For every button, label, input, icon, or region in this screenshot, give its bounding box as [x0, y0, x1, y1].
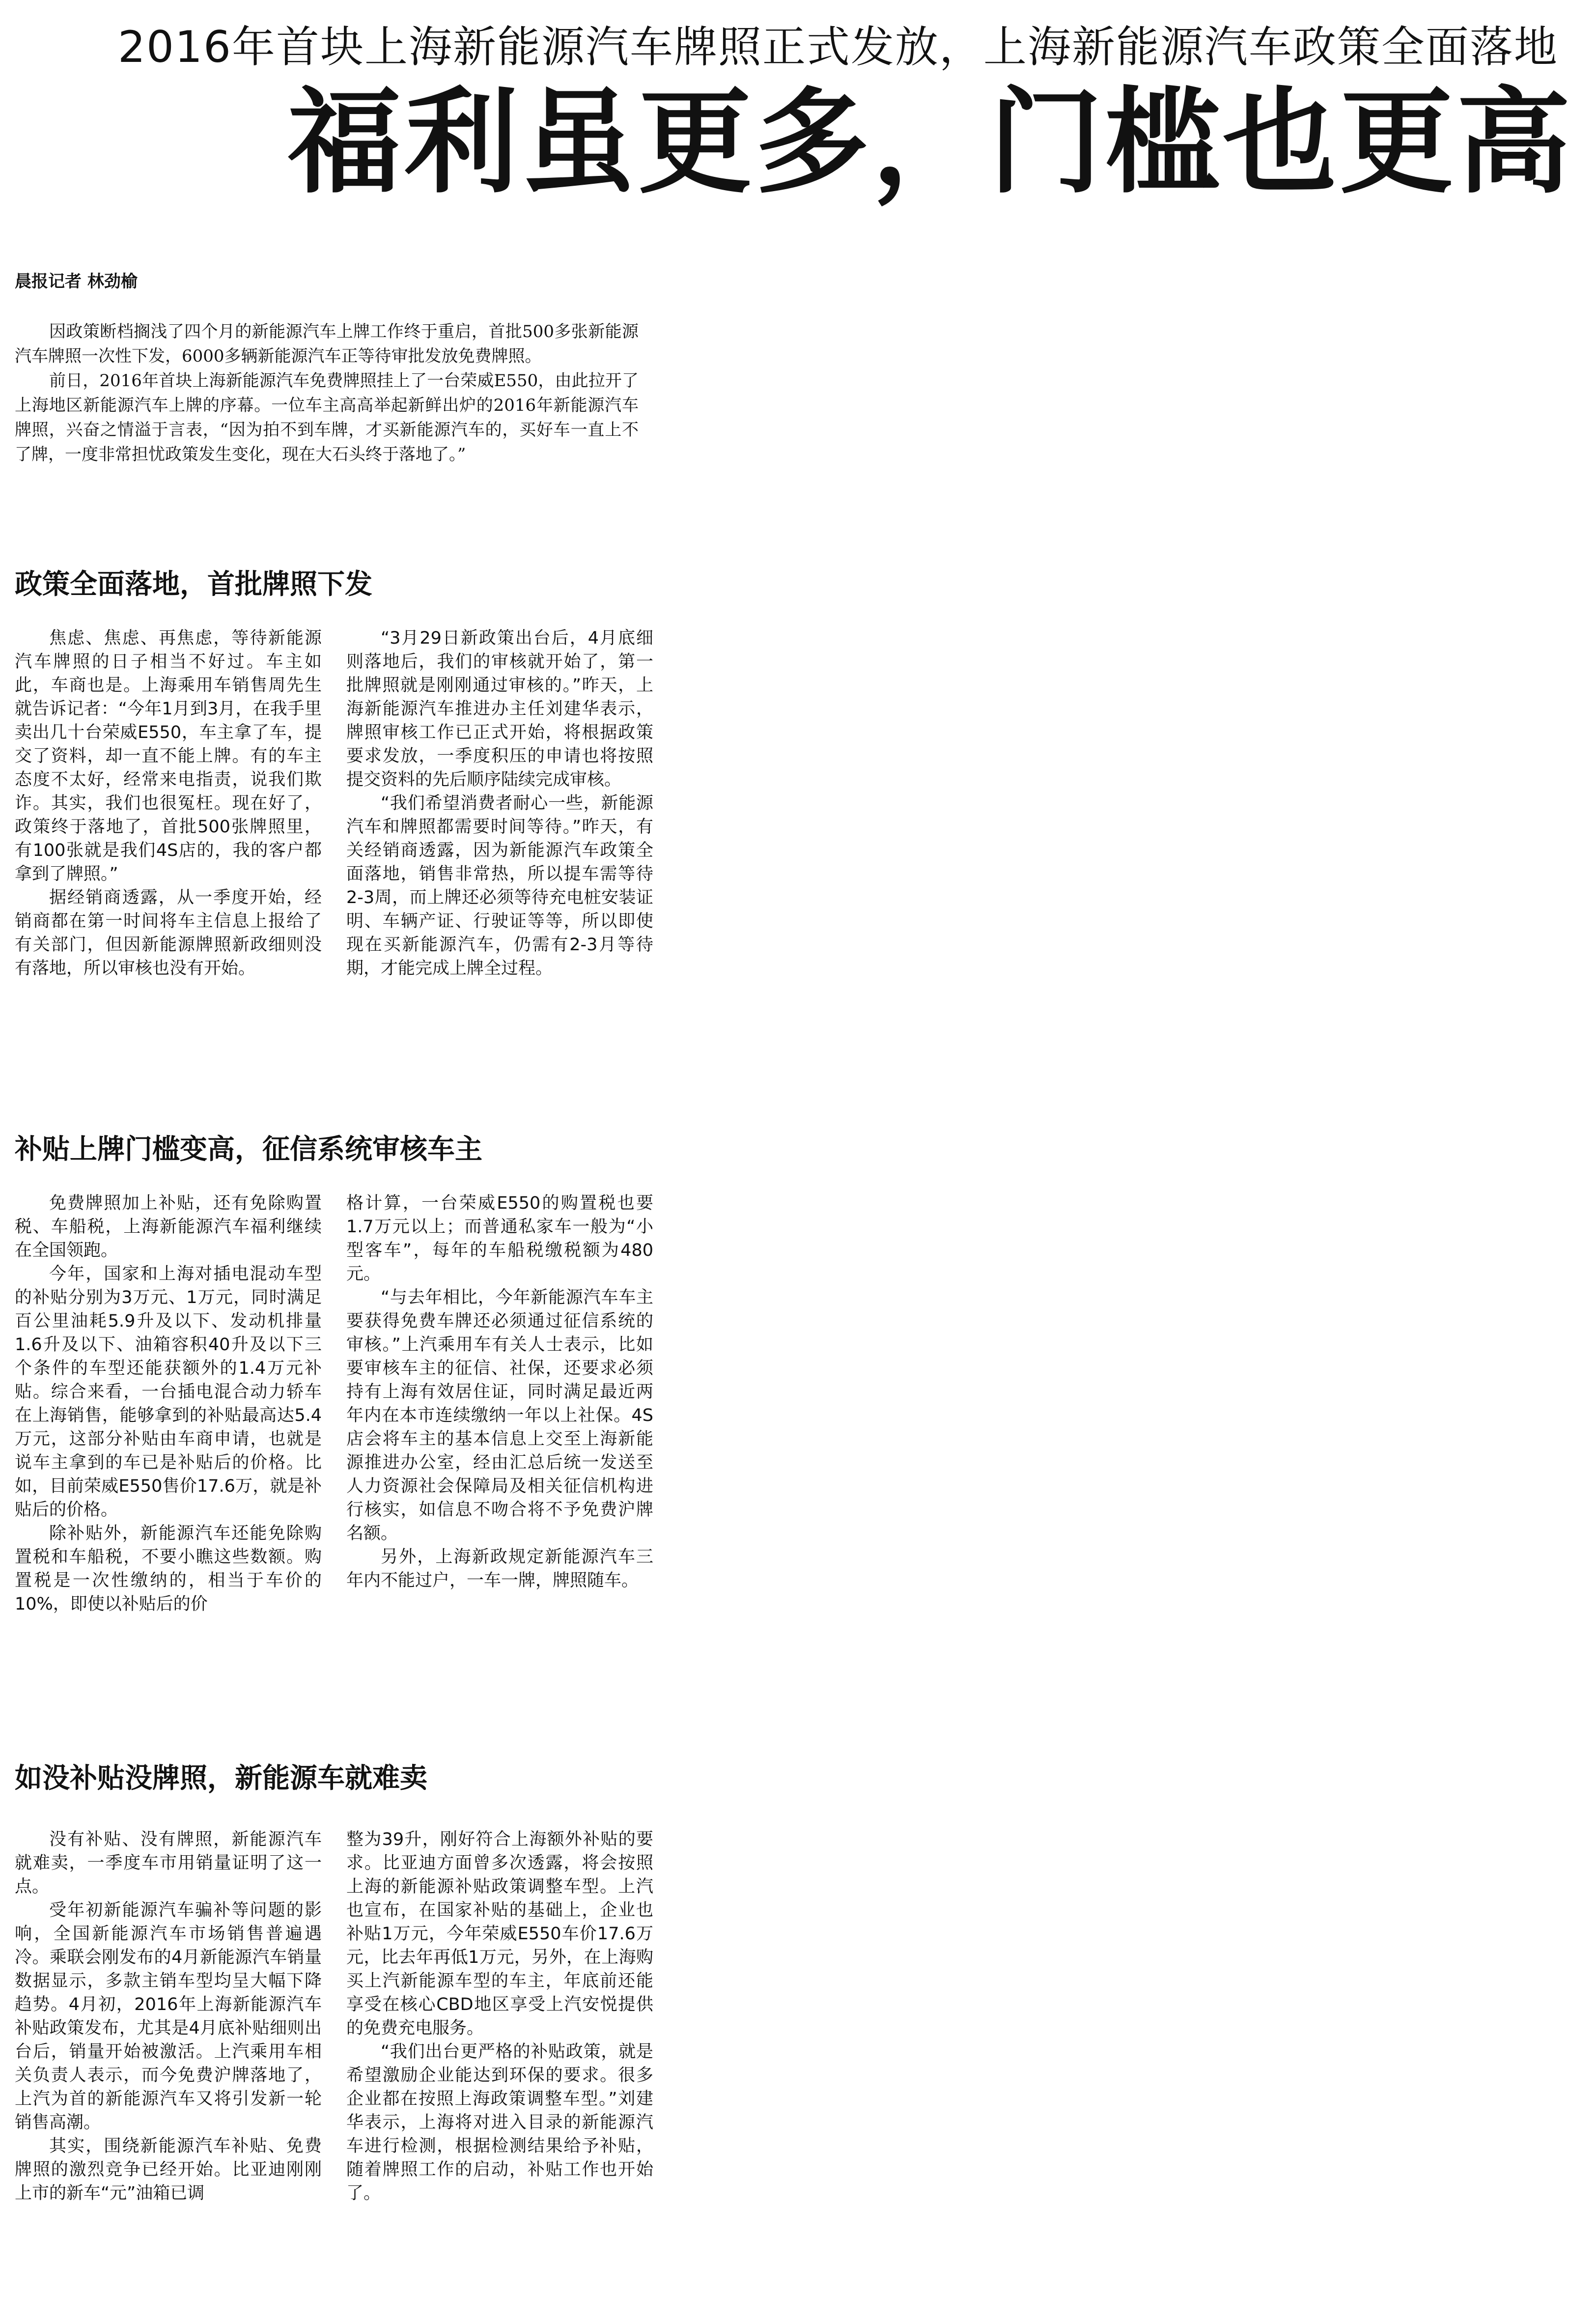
paragraph: 另外，上海新政规定新能源汽车三年内不能过户，一车一牌，牌照随车。	[346, 1547, 653, 1590]
section-subsidy	[15, 1130, 653, 1614]
paragraph: “与去年相比，今年新能源汽车车主要获得免费车牌还必须通过征信系统的审核。”上汽乘用车有关人士表示，比如要审核车主的征信、社保，还要求必须持有上海有效居住证，同时满足最近两年内在本市连续缴纳一年以上社保。4S店会将车主的基本信息上交至上海新能源推进办公室，经由汇总后统一发送至人力资源社会保障局及相关征信机构进行核实，如信息不吻合将不予免费沪牌名额。	[346, 1288, 653, 1543]
intro-paragraph: 因政策断档搁浅了四个月的新能源汽车上牌工作终于重启，首批500多张新能源汽车牌照一次性下发，6000多辆新能源汽车正等待审批发放免费牌照。	[15, 322, 639, 366]
headline: 福利虽更多，门槛也更高	[287, 76, 1574, 209]
byline: 晨报记者 林劲榆	[15, 272, 138, 291]
section-sales	[15, 1759, 653, 2203]
paragraph: 免费牌照加上补贴，还有免除购置税、车船税，上海新能源汽车福利继续在全国领跑。	[15, 1193, 322, 1260]
paragraph: 今年，国家和上海对插电混动车型的补贴分别为3万元、1万元，同时满足百公里油耗5.9升及以下、发动机排量1.6升及以下、油箱容积40升及以下三个条件的车型还能获额外的1.4万元补贴。综合来看，一台插电混合动力轿车在上海销售，能够拿到的补贴最高达5.4万元，这部分补贴由车商申请，也就是说车主拿到的车已是补贴后的价格。比如，目前荣威E550售价17.6万，就是补贴后的价格。	[15, 1264, 322, 1520]
column-right	[346, 1828, 653, 2205]
column-left	[15, 1828, 322, 2205]
paragraph: 除补贴外，新能源汽车还能免除购置税和车船税，不要小瞧这些数额。购置税是一次性缴纳的，相当于车价的10%，即使以补贴后的价	[15, 1524, 322, 1614]
section-policy	[15, 565, 653, 978]
section-title: 如没补贴没牌照，新能源车就难卖	[15, 1762, 427, 1794]
section-columns	[15, 626, 653, 980]
paragraph: “我们出台更严格的补贴政策，就是希望激励企业能达到环保的要求。很多企业都在按照上海政策调整车型。”刘建华表示，上海将对进入目录的新能源汽车进行检测，根据检测结果给予补贴，随着牌照工作的启动，补贴工作也开始了。	[346, 2042, 653, 2203]
paragraph: “我们希望消费者耐心一些，新能源汽车和牌照都需要时间等待。”昨天，有关经销商透露，因为新能源汽车政策全面落地，销售非常热，所以提车需等待2-3周，而上牌还必须等待充电桩安装证明、车辆产证、行驶证等等，所以即使现在买新能源汽车，仍需有2-3月等待期，才能完成上牌全过程。	[346, 794, 653, 978]
paragraph: 没有补贴、没有牌照，新能源汽车就难卖，一季度车市用销量证明了这一点。	[15, 1830, 322, 1897]
subheadline: 2016年首块上海新能源汽车牌照正式发放，上海新能源汽车政策全面落地	[118, 22, 1558, 72]
intro-paragraph: 前日，2016年首块上海新能源汽车免费牌照挂上了一台荣威E550，由此拉开了上海地区新能源汽车上牌的序幕。一位车主高高举起新鲜出炉的2016年新能源汽车牌照，兴奋之情溢于言表，“因为拍不到车牌，才买新能源汽车的，买好车一直上不了牌，一度非常担忧政策发生变化，现在大石头终于落地了。”	[15, 371, 639, 464]
section-title: 补贴上牌门槛变高，征信系统审核车主	[15, 1134, 482, 1165]
paragraph: “3月29日新政策出台后，4月底细则落地后，我们的审核就开始了，第一批牌照就是刚刚通过审核的。”昨天，上海新能源汽车推进办主任刘建华表示，牌照审核工作已正式开始，将根据政策要求发放，一季度积压的申请也将按照提交资料的先后顺序陆续完成审核。	[346, 628, 653, 790]
section-title: 政策全面落地，首批牌照下发	[15, 568, 372, 600]
section-columns	[15, 1191, 653, 1616]
paragraph-continued: 格计算，一台荣威E550的购置税也要1.7万元以上；而普通私家车一般为“小型客车”，每年的车船税缴税额为480元。	[346, 1193, 653, 1284]
column-left	[15, 626, 322, 980]
paragraph-continued: 整为39升，刚好符合上海额外补贴的要求。比亚迪方面曾多次透露，将会按照上海的新能源补贴政策调整车型。上汽也宣布，在国家补贴的基础上，企业也补贴1万元，今年荣威E550车价17.6万元，比去年再低1万元，另外，在上海购买上汽新能源车型的车主，年底前还能享受在核心CBD地区享受上汽安悦提供的免费充电服务。	[346, 1830, 653, 2038]
column-right	[346, 1191, 653, 1616]
paragraph: 据经销商透露，从一季度开始，经销商都在第一时间将车主信息上报给了有关部门，但因新能源牌照新政细则没有落地，所以审核也没有开始。	[15, 888, 322, 978]
paragraph: 受年初新能源汽车骗补等问题的影响，全国新能源汽车市场销售普遍遇冷。乘联会刚发布的4月新能源汽车销量数据显示，多款主销车型均呈大幅下降趋势。4月初，2016年上海新能源汽车补贴政策发布，尤其是4月底补贴细则出台后，销量开始被激活。上汽乘用车相关负责人表示，而今免费沪牌落地了，上汽为首的新能源汽车又将引发新一轮销售高潮。	[15, 1900, 322, 2132]
paragraph: 其实，围绕新能源汽车补贴、免费牌照的激烈竞争已经开始。比亚迪刚刚上市的新车“元”油箱已调	[15, 2136, 322, 2203]
paragraph: 焦虑、焦虑、再焦虑，等待新能源汽车牌照的日子相当不好过。车主如此，车商也是。上海乘用车销售周先生就告诉记者：“今年1月到3月，在我手里卖出几十台荣威E550，车主拿了车，提交了资料，却一直不能上牌。有的车主态度不太好，经常来电指责，说我们欺诈。其实，我们也很冤枉。现在好了，政策终于落地了，首批500张牌照里，有100张就是我们4S店的，我的客户都拿到了牌照。”	[15, 628, 322, 884]
column-right	[346, 626, 653, 980]
section-columns	[15, 1828, 653, 2205]
column-left	[15, 1191, 322, 1616]
intro-block	[15, 319, 639, 467]
